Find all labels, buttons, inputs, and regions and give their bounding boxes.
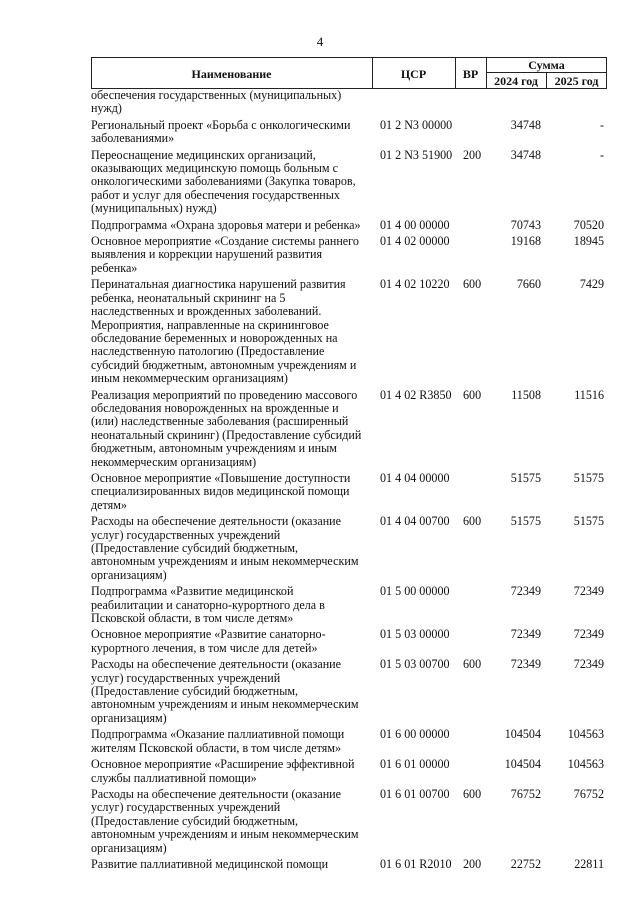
row-amount-2025: 51575 xyxy=(573,470,604,485)
table-row xyxy=(91,585,611,628)
row-code: 01 6 01 00700 xyxy=(380,786,450,801)
row-amount-2025: 11516 xyxy=(574,387,604,402)
row-code: 01 2 N3 00000 xyxy=(380,117,453,132)
row-code: 01 4 04 00700 xyxy=(380,514,450,529)
row-amount-2024: 19168 xyxy=(510,234,541,249)
row-code: 01 5 03 00700 xyxy=(380,657,450,672)
row-code: 01 6 01 R2010 xyxy=(380,856,452,871)
row-vr: 200 xyxy=(463,856,482,871)
row-name: Подпрограмма «Оказание паллиативной помощи жителям Псковской области, в том числе детям» xyxy=(91,727,345,755)
row-amount-2025: 104563 xyxy=(567,757,604,772)
row-amount-2024: 51575 xyxy=(510,470,541,485)
table-row xyxy=(91,858,611,874)
row-name: Региональный проект «Борьба с онкологическими заболеваниями» xyxy=(91,117,351,146)
row-amount-2024: 7660 xyxy=(516,277,541,292)
table-row xyxy=(91,235,611,278)
row-code: 01 4 04 00000 xyxy=(380,470,450,485)
row-amount-2024: 34748 xyxy=(510,147,541,162)
row-amount-2025: - xyxy=(599,117,604,132)
row-name: Переоснащение медицинских организаций, оказывающих медицинскую помощь больным с онкологическими заболеваниями (Закупка товаров, работ и услуг для обеспечения государственных (муниципальных) нужд) xyxy=(91,147,356,216)
row-amount-2024: 70743 xyxy=(510,217,541,232)
header-2024: 2024 год xyxy=(494,74,538,88)
row-amount-2025: 51575 xyxy=(573,514,604,529)
row-vr: 600 xyxy=(463,657,482,672)
row-amount-2024: 104504 xyxy=(504,757,541,772)
row-amount-2025: 7429 xyxy=(579,277,604,292)
row-name: Основное мероприятие «Развитие санаторно-курортного лечения, в том числе для детей» xyxy=(91,627,326,655)
table-row xyxy=(91,89,611,119)
row-amount-2025: 72349 xyxy=(573,584,604,599)
row-name: Основное мероприятие «Создание системы раннего выявления и коррекции нарушений развития ребенка» xyxy=(91,234,359,275)
row-code: 01 4 02 10220 xyxy=(380,277,450,292)
table-row xyxy=(91,628,611,658)
table-row xyxy=(91,119,611,149)
row-name: Развитие паллиативной медицинской помощи xyxy=(91,856,329,871)
table-row xyxy=(91,788,611,858)
row-code: 01 6 00 00000 xyxy=(380,727,450,742)
row-amount-2025: 72349 xyxy=(573,627,604,642)
row-name: Реализация мероприятий по проведению массового обследования новорожденных на врожденные и (или) наследственные заболевания (расширенный неонатальный скрининг) (Предоставление субсидий бюджетным, автономным учреждениям и иным некоммерческим организациям) xyxy=(91,387,362,469)
row-amount-2025: 72349 xyxy=(573,657,604,672)
row-name: Расходы на обеспечение деятельности (оказание услуг) государственных учреждений (Предоставление субсидий бюджетным, автономным учреждениям и иным некоммерческим организациям) xyxy=(91,657,359,725)
header-divider xyxy=(486,72,607,73)
row-amount-2025: 22811 xyxy=(574,856,604,871)
row-name: Основное мероприятие «Расширение эффективной службы паллиативной помощи» xyxy=(91,757,355,785)
row-name: Подпрограмма «Развитие медицинской реабилитации и санаторно-курортного дела в Псковской области, в том числе детям» xyxy=(91,584,325,626)
row-name: Расходы на обеспечение деятельности (оказание услуг) государственных учреждений (Предоставление субсидий бюджетным, автономным учреждениям и иным некоммерческим организациям) xyxy=(91,514,359,582)
row-amount-2024: 72349 xyxy=(510,584,541,599)
header-csr: ЦСР xyxy=(400,67,427,81)
row-code: 01 4 02 00000 xyxy=(380,234,450,249)
page-number: 4 xyxy=(316,34,324,49)
row-code: 01 5 03 00000 xyxy=(380,627,450,642)
row-amount-2024: 72349 xyxy=(510,657,541,672)
row-amount-2024: 51575 xyxy=(510,514,541,529)
row-amount-2024: 76752 xyxy=(510,786,541,801)
table-row xyxy=(91,658,611,728)
row-name: Подпрограмма «Охрана здоровья матери и ребенка» xyxy=(91,217,361,232)
header-2025: 2025 год xyxy=(554,74,599,88)
row-name: Перинатальная диагностика нарушений развития ребенка, неонатальный скрининг на 5 наследственных и врожденных заболеваний. Мероприятия, направленные на скрининговое обследование беременных и новорожденных на наследственную патологию (Предоставление субсидий бюджетным, автономным учреждениям и иным некоммерческим организациям) xyxy=(91,277,357,386)
row-name: Основное мероприятие «Повышение доступности специализированных видов медицинской помощи детям» xyxy=(91,470,351,512)
row-name: Расходы на обеспечение деятельности (оказание услуг) государственных учреждений (Предоставление субсидий бюджетным, автономным учреждениям и иным некоммерческим организациям) xyxy=(91,786,359,855)
header-sum: Сумма xyxy=(528,58,565,72)
table-row xyxy=(91,515,611,585)
row-code: 01 2 N3 51900 xyxy=(380,147,453,162)
row-amount-2024: 34748 xyxy=(510,117,541,132)
table-row xyxy=(91,389,611,472)
table-row xyxy=(91,728,611,758)
row-amount-2025: 76752 xyxy=(573,786,604,801)
row-amount-2024: 11508 xyxy=(511,387,541,402)
row-vr: 600 xyxy=(463,786,482,801)
table-row xyxy=(91,472,611,515)
row-code: 01 6 01 00000 xyxy=(380,757,450,772)
budget-table-body xyxy=(91,89,611,874)
table-row xyxy=(91,758,611,788)
table-header xyxy=(91,57,607,89)
row-amount-2025: 104563 xyxy=(567,727,604,742)
table-row xyxy=(91,149,611,219)
row-vr: 200 xyxy=(463,147,482,162)
header-name: Наименование xyxy=(191,67,272,81)
row-amount-2025: - xyxy=(599,147,604,162)
row-code: 01 4 02 R3850 xyxy=(380,387,452,402)
row-amount-2024: 104504 xyxy=(504,727,541,742)
table-row xyxy=(91,278,611,388)
row-code: 01 5 00 00000 xyxy=(380,584,450,599)
row-vr: 600 xyxy=(463,387,482,402)
row-amount-2025: 70520 xyxy=(573,217,604,232)
row-amount-2024: 22752 xyxy=(510,856,541,871)
header-vr: ВР xyxy=(462,67,479,81)
row-amount-2025: 18945 xyxy=(573,234,604,249)
row-name: обеспечения государственных (муниципальных) нужд) xyxy=(91,88,342,116)
row-vr: 600 xyxy=(463,277,482,292)
row-vr: 600 xyxy=(463,514,482,529)
row-amount-2024: 72349 xyxy=(510,627,541,642)
table-row xyxy=(91,219,611,235)
row-code: 01 4 00 00000 xyxy=(380,217,450,232)
